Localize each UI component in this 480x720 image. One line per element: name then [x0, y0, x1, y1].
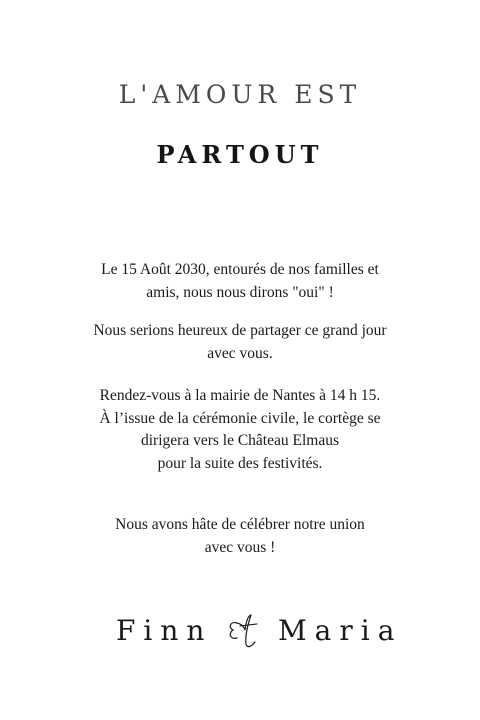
- paragraph-announcement: Le 15 Août 2030, entourés de nos familles et amis, nous nous dirons "oui" !: [101, 261, 379, 301]
- couple-names: [0, 612, 480, 662]
- heading-line-1: L'AMOUR EST: [118, 80, 362, 109]
- partner-name-2: Maria: [278, 614, 403, 647]
- paragraph-schedule: Rendez-vous à la mairie de Nantes à 14 h 15. À l’issue de la cérémonie civile, le cortège se dirigera vers le Château Elmaus pour la suite des festivités.: [99, 387, 381, 472]
- paragraph-share: Nous serions heureux de partager ce grand jour avec vous.: [93, 322, 387, 362]
- paragraph-closing: Nous avons hâte de célébrer notre union avec vous !: [115, 516, 365, 556]
- et-ligature-script-icon: [224, 612, 264, 654]
- heading-line-2: PARTOUT: [156, 140, 324, 169]
- partner-name-1: Finn: [116, 614, 213, 647]
